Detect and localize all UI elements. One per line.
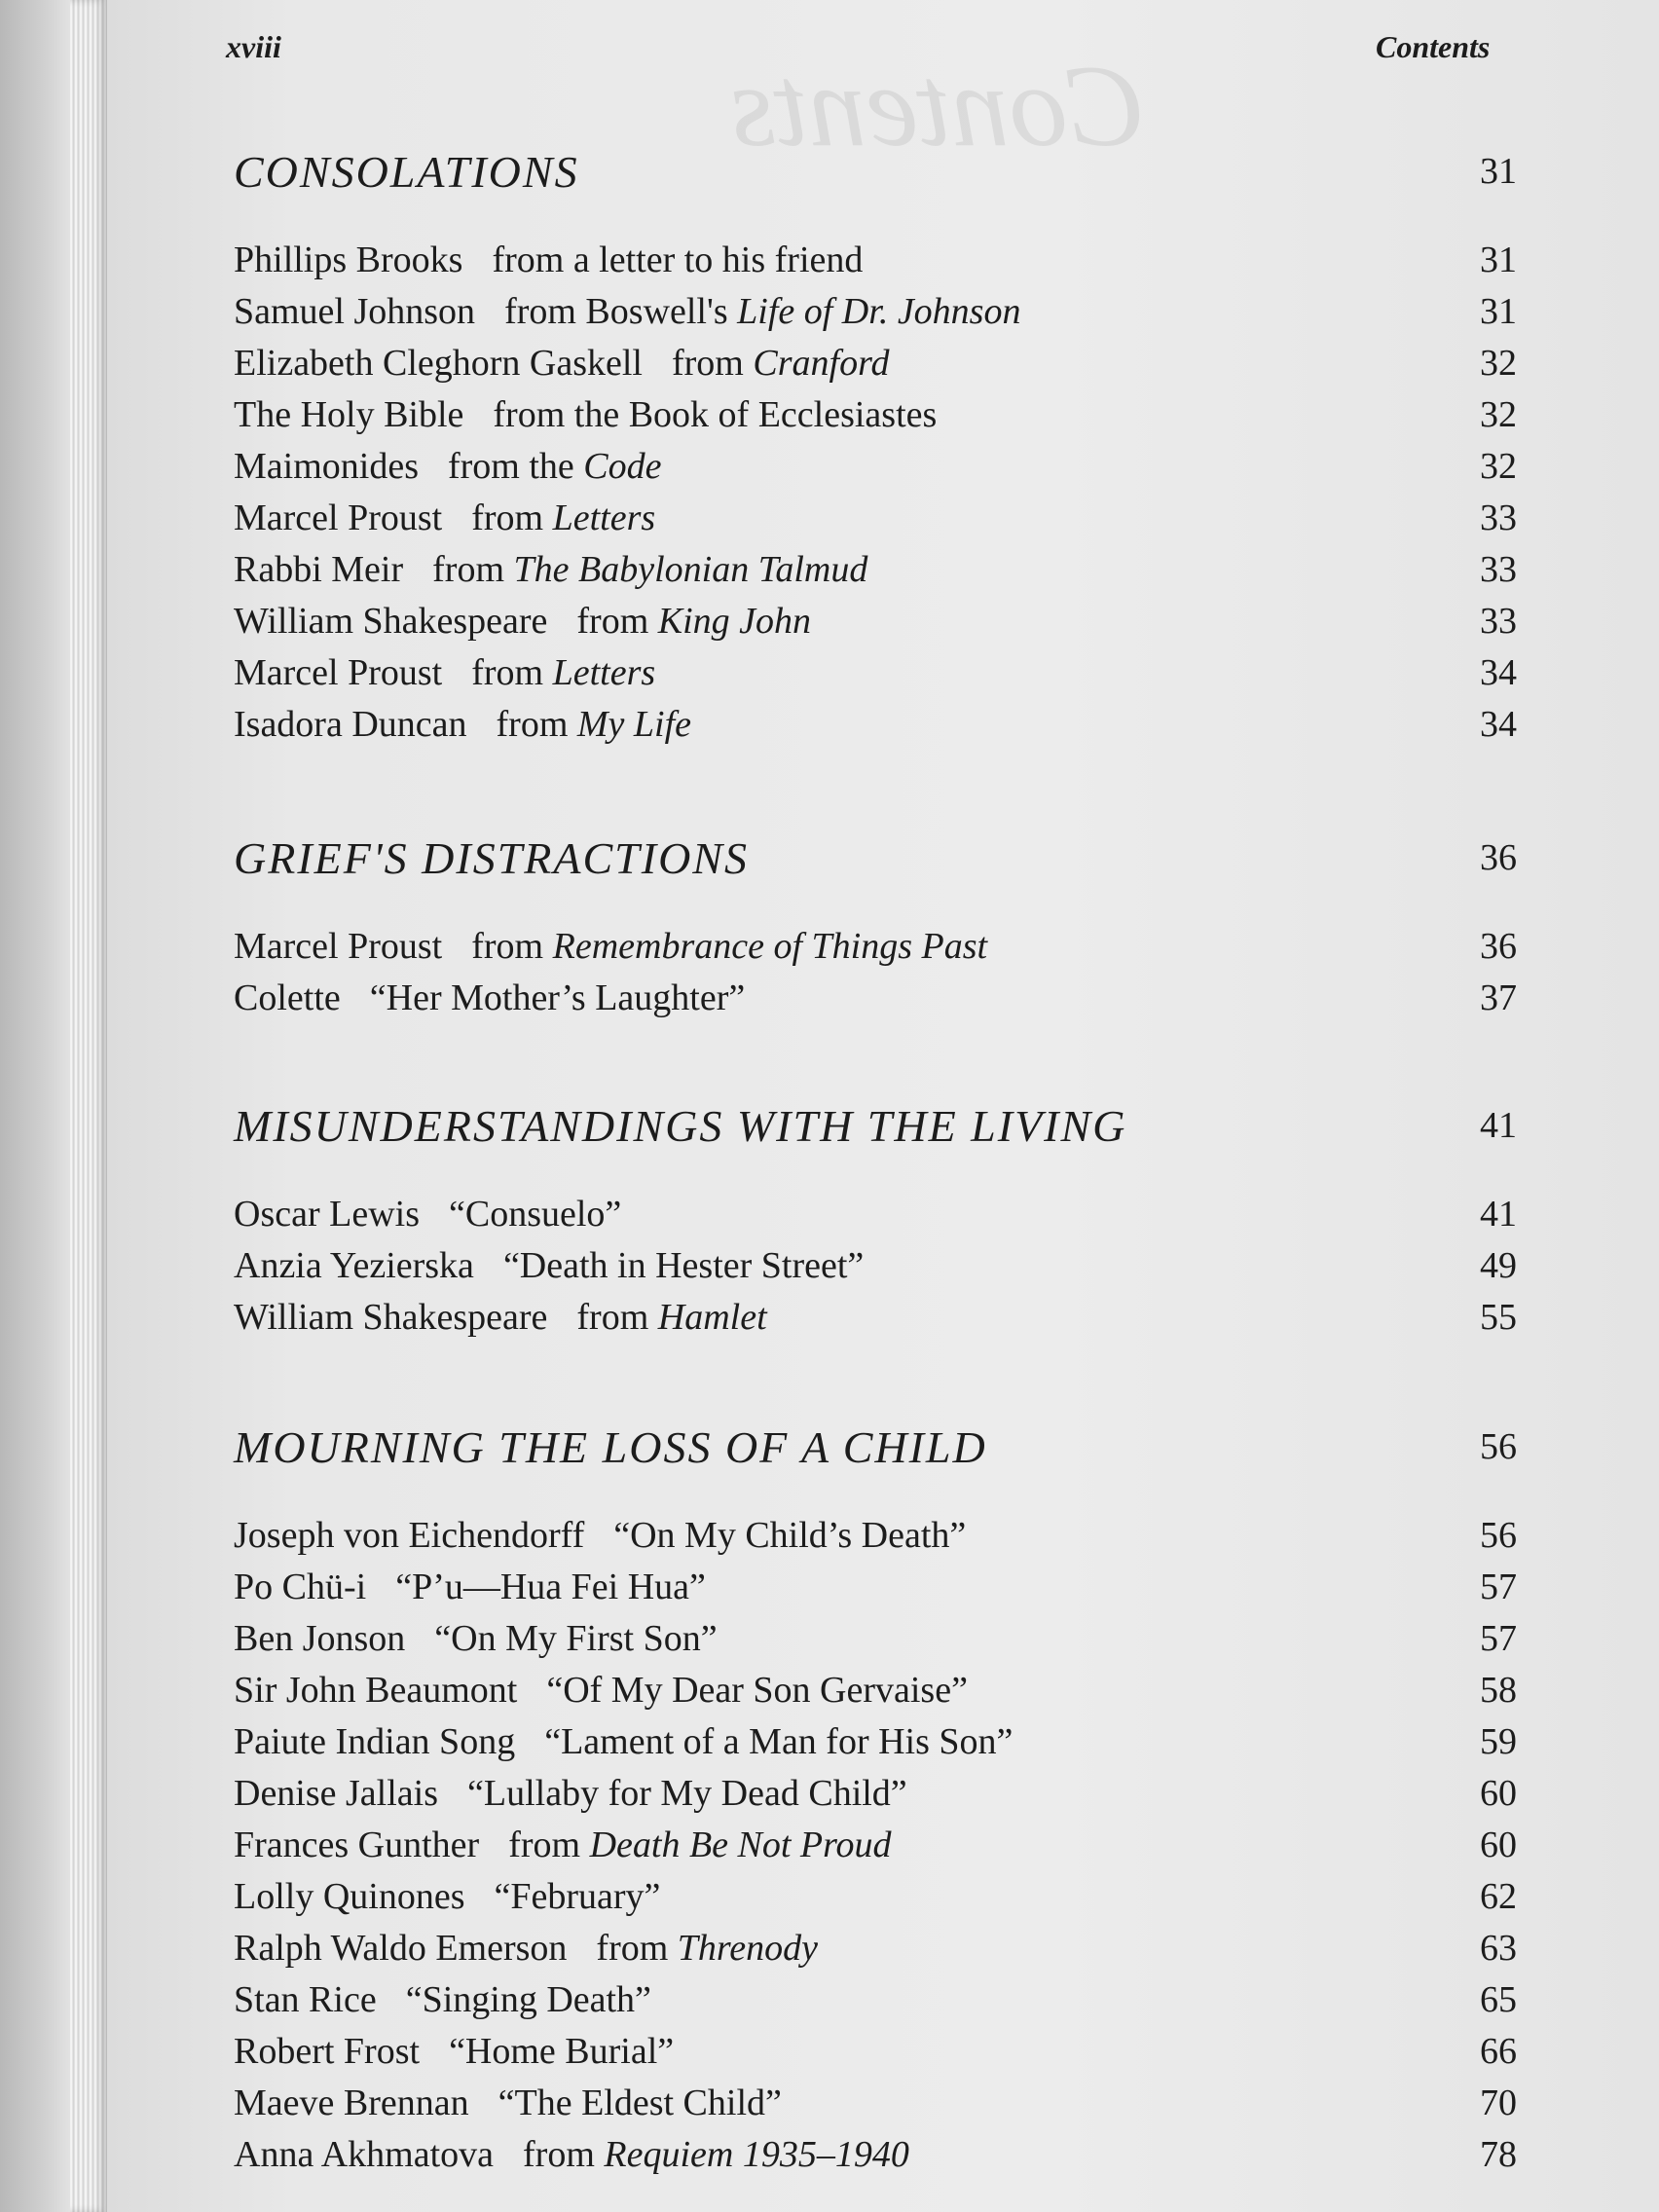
entry-title-prefix: from xyxy=(471,652,544,693)
entry-author: Marcel Proust xyxy=(234,926,443,967)
entry-title-prefix: “On My First Son” xyxy=(434,1618,718,1659)
toc-entry xyxy=(234,393,937,436)
toc-entry xyxy=(234,600,811,643)
entry-title-prefix: from xyxy=(496,704,569,745)
entry-author: Colette xyxy=(234,977,341,1018)
entry-page-number: 65 xyxy=(1480,1979,1517,2020)
entry-page-number: 57 xyxy=(1480,1618,1517,1659)
entry-page-number: 60 xyxy=(1480,1825,1517,1865)
toc-entry xyxy=(234,1927,818,1970)
toc-entry xyxy=(234,2082,782,2124)
toc-entry xyxy=(234,1875,660,1918)
entry-work-title: Life of Dr. Johnson xyxy=(737,291,1021,332)
book-spine-shadow xyxy=(0,0,70,2212)
entry-author: Stan Rice xyxy=(234,1979,377,2020)
entry-author: Po Chü-i xyxy=(234,1567,367,1607)
entry-title-prefix: from the xyxy=(447,446,574,487)
entry-title-prefix: “Home Burial” xyxy=(449,2031,675,2072)
entry-title-prefix: “February” xyxy=(494,1876,661,1917)
entry-author: Paiute Indian Song xyxy=(234,1721,516,1762)
entry-title-prefix: from xyxy=(672,343,744,384)
page-edges xyxy=(70,0,107,2212)
entry-work-title: Letters xyxy=(552,498,656,538)
entry-title-prefix: “Singing Death” xyxy=(405,1979,651,2020)
toc-entry xyxy=(234,925,987,968)
entry-title-prefix: from xyxy=(432,549,505,590)
entry-author: Isadora Duncan xyxy=(234,704,467,745)
entry-author: Joseph von Eichendorff xyxy=(234,1515,585,1556)
entry-page-number: 37 xyxy=(1480,977,1517,1018)
entry-page-number: 32 xyxy=(1480,343,1517,384)
toc-entry xyxy=(234,1193,621,1235)
entry-work-title: Hamlet xyxy=(657,1297,767,1338)
entry-title-prefix: “Of My Dear Son Gervaise” xyxy=(546,1670,968,1711)
entry-page-number: 56 xyxy=(1480,1515,1517,1556)
page-number: xviii xyxy=(226,29,281,64)
entry-title-prefix: from xyxy=(523,2134,595,2175)
section-heading: MOURNING THE LOSS OF A CHILD xyxy=(234,1422,987,1472)
entry-title-prefix: “The Eldest Child” xyxy=(498,2083,782,2123)
section-page-number: 41 xyxy=(1480,1105,1517,1146)
entry-page-number: 57 xyxy=(1480,1567,1517,1607)
watermark xyxy=(0,2183,263,2212)
entry-title-prefix: from the Book of Ecclesiastes xyxy=(493,394,938,435)
entry-page-number: 36 xyxy=(1480,926,1517,967)
toc-entry xyxy=(234,1720,1013,1763)
entry-title-prefix: “Lament of a Man for His Son” xyxy=(544,1721,1014,1762)
entry-author: Anzia Yezierska xyxy=(234,1245,474,1286)
entry-author: Maimonides xyxy=(234,446,419,487)
toc-entry xyxy=(234,651,655,694)
entry-work-title: My Life xyxy=(576,704,692,745)
entry-page-number: 58 xyxy=(1480,1670,1517,1711)
entry-title-prefix: “Death in Hester Street” xyxy=(502,1245,865,1286)
entry-author: William Shakespeare xyxy=(234,601,548,642)
toc-entry xyxy=(234,977,745,1019)
entry-page-number: 63 xyxy=(1480,1928,1517,1969)
toc-entry xyxy=(234,703,691,746)
entry-page-number: 78 xyxy=(1480,2134,1517,2175)
entry-title-prefix: from xyxy=(471,498,544,538)
toc-entry xyxy=(234,239,863,281)
toc-entry xyxy=(234,1566,706,1608)
section-heading: GRIEF'S DISTRACTIONS xyxy=(234,833,749,883)
section-page-number: 31 xyxy=(1480,151,1517,192)
entry-work-title: Remembrance of Things Past xyxy=(552,926,988,967)
toc-entry xyxy=(234,445,662,488)
toc-entry xyxy=(234,2133,909,2176)
entry-author: Marcel Proust xyxy=(234,498,443,538)
entry-page-number: 34 xyxy=(1480,704,1517,745)
entry-author: Oscar Lewis xyxy=(234,1194,420,1235)
entry-page-number: 66 xyxy=(1480,2031,1517,2072)
toc-entry xyxy=(234,1824,892,1866)
entry-title-prefix: from Boswell's xyxy=(504,291,728,332)
entry-title-prefix: from a letter to his friend xyxy=(492,240,864,280)
entry-page-number: 70 xyxy=(1480,2083,1517,2123)
entry-title-prefix: “On My Child’s Death” xyxy=(613,1515,967,1556)
entry-page-number: 62 xyxy=(1480,1876,1517,1917)
section-page-number: 36 xyxy=(1480,837,1517,878)
entry-title-prefix: from xyxy=(471,926,544,967)
toc-entry xyxy=(234,1772,907,1815)
toc-entry xyxy=(234,1296,767,1339)
entry-author: The Holy Bible xyxy=(234,394,464,435)
bleed-through-title: Contents xyxy=(730,41,1146,170)
entry-page-number: 34 xyxy=(1480,652,1517,693)
entry-work-title: Letters xyxy=(552,652,656,693)
entry-page-number: 32 xyxy=(1480,394,1517,435)
entry-page-number: 33 xyxy=(1480,601,1517,642)
entry-title-prefix: “Consuelo” xyxy=(448,1194,622,1235)
running-title: Contents xyxy=(1376,29,1491,64)
entry-page-number: 55 xyxy=(1480,1297,1517,1338)
toc-entry xyxy=(234,290,1020,333)
entry-author: Samuel Johnson xyxy=(234,291,476,332)
entry-title-prefix: “Her Mother’s Laughter” xyxy=(369,977,746,1018)
entry-work-title: King John xyxy=(657,601,812,642)
toc-entry xyxy=(234,1978,651,2021)
entry-author: Elizabeth Cleghorn Gaskell xyxy=(234,343,643,384)
entry-title-prefix: from xyxy=(596,1928,669,1969)
toc-entry xyxy=(234,548,867,591)
toc-entry xyxy=(234,1669,968,1712)
entry-author: Lolly Quinones xyxy=(234,1876,465,1917)
entry-author: Anna Akhmatova xyxy=(234,2134,495,2175)
entry-author: Rabbi Meir xyxy=(234,549,404,590)
entry-author: Maeve Brennan xyxy=(234,2083,469,2123)
entry-author: Marcel Proust xyxy=(234,652,443,693)
entry-author: Sir John Beaumont xyxy=(234,1670,518,1711)
entry-work-title: Threnody xyxy=(677,1928,819,1969)
entry-title-prefix: from xyxy=(576,601,649,642)
entry-work-title: Code xyxy=(583,446,662,487)
entry-author: Robert Frost xyxy=(234,2031,421,2072)
entry-author: Frances Gunther xyxy=(234,1825,480,1865)
entry-page-number: 33 xyxy=(1480,549,1517,590)
entry-page-number: 31 xyxy=(1480,240,1517,280)
toc-entry xyxy=(234,342,889,385)
entry-work-title: Cranford xyxy=(753,343,890,384)
entry-author: William Shakespeare xyxy=(234,1297,548,1338)
section-heading: CONSOLATIONS xyxy=(234,147,579,197)
entry-page-number: 32 xyxy=(1480,446,1517,487)
entry-page-number: 31 xyxy=(1480,291,1517,332)
toc-entry xyxy=(234,1244,864,1287)
entry-title-prefix: from xyxy=(508,1825,581,1865)
entry-author: Denise Jallais xyxy=(234,1773,439,1814)
entry-work-title: Requiem 1935–1940 xyxy=(604,2134,909,2175)
section-page-number: 56 xyxy=(1480,1426,1517,1467)
section-heading: MISUNDERSTANDINGS WITH THE LIVING xyxy=(234,1101,1127,1151)
entry-author: Phillips Brooks xyxy=(234,240,463,280)
entry-page-number: 49 xyxy=(1480,1245,1517,1286)
toc-entry xyxy=(234,497,655,539)
entry-work-title: Death Be Not Proud xyxy=(589,1825,892,1865)
entry-page-number: 41 xyxy=(1480,1194,1517,1235)
toc-entry xyxy=(234,1514,966,1557)
entry-page-number: 60 xyxy=(1480,1773,1517,1814)
entry-title-prefix: “P’u—Hua Fei Hua” xyxy=(395,1567,706,1607)
entry-author: Ben Jonson xyxy=(234,1618,406,1659)
toc-entry xyxy=(234,1617,718,1660)
entry-page-number: 33 xyxy=(1480,498,1517,538)
entry-page-number: 59 xyxy=(1480,1721,1517,1762)
entry-title-prefix: from xyxy=(576,1297,649,1338)
entry-title-prefix: “Lullaby for My Dead Child” xyxy=(467,1773,907,1814)
entry-author: Ralph Waldo Emerson xyxy=(234,1928,568,1969)
toc-entry xyxy=(234,2030,674,2073)
entry-work-title: The Babylonian Talmud xyxy=(513,549,868,590)
